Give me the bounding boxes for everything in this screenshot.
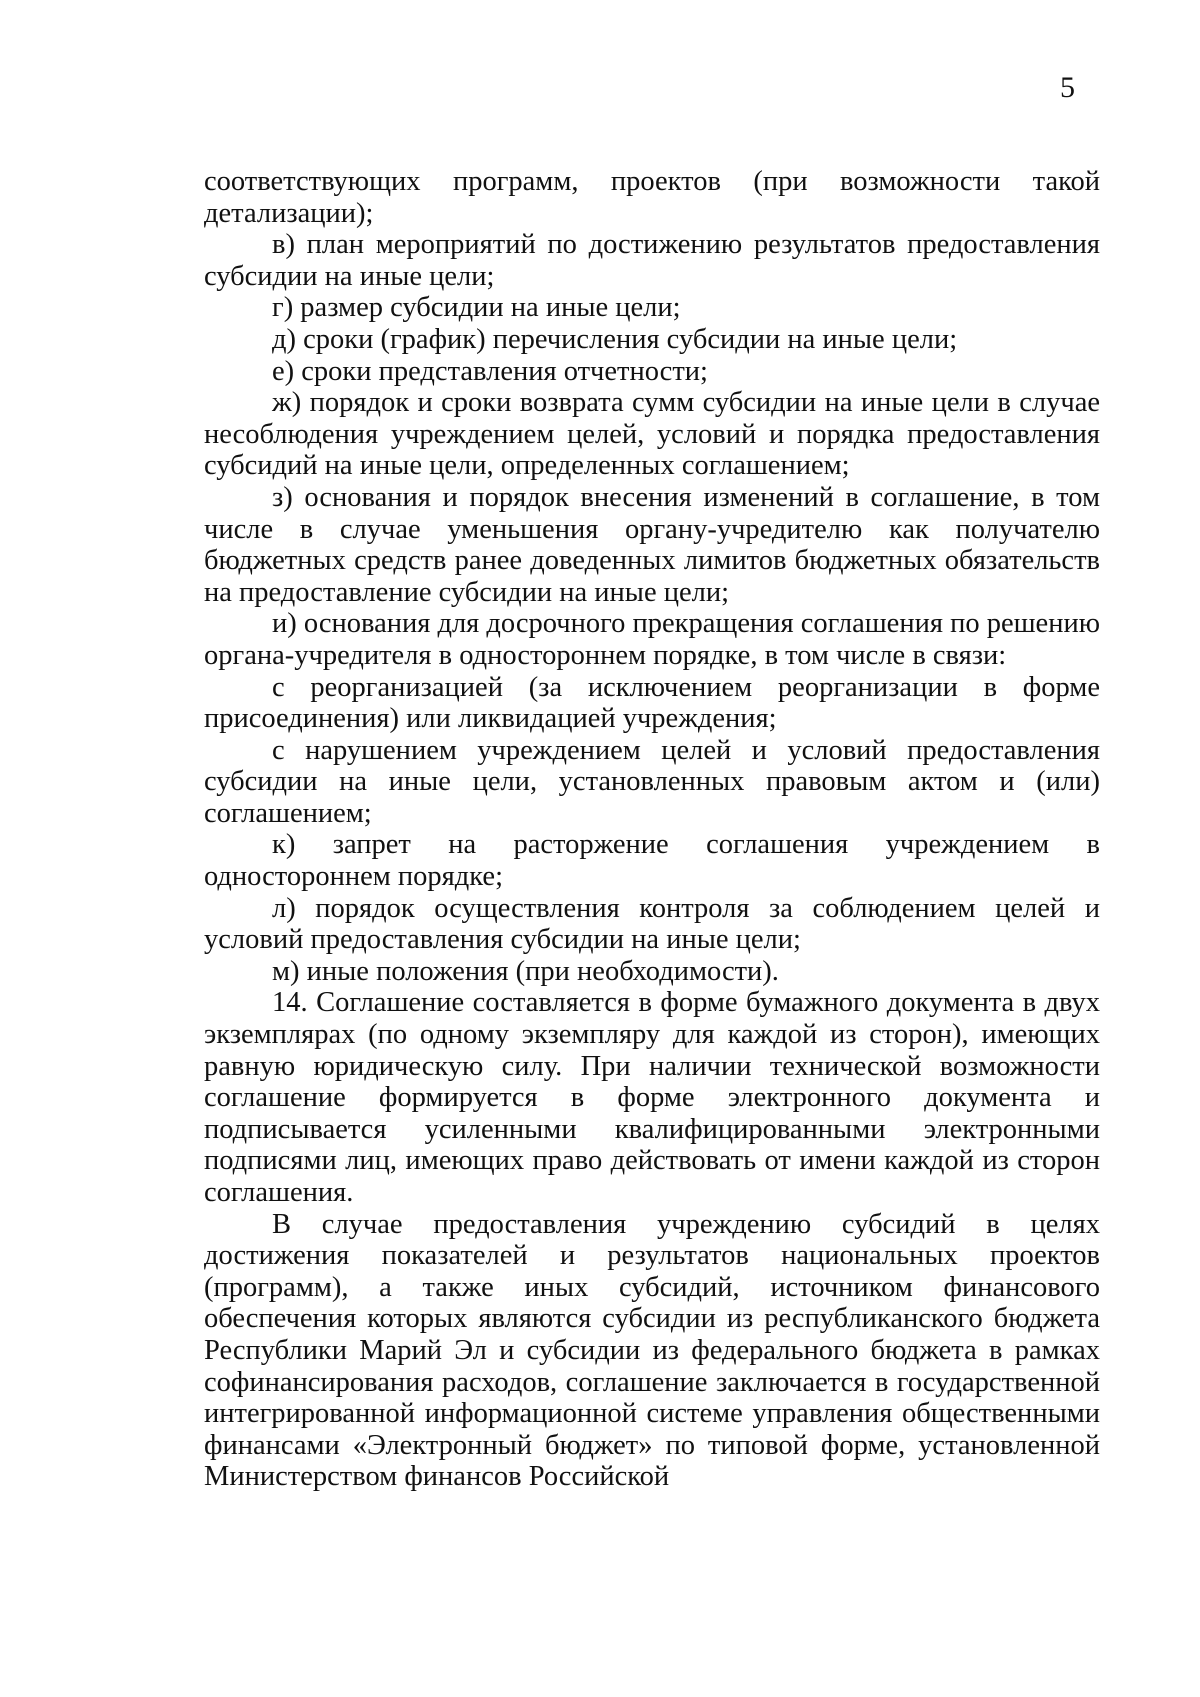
page-number: 5 bbox=[1060, 71, 1075, 104]
paragraph: и) основания для досрочного прекращения соглашения по решению органа-учредителя в одностороннем порядке, в том числе в связи: bbox=[204, 608, 1100, 671]
paragraph: г) размер субсидии на иные цели; bbox=[272, 292, 681, 324]
paragraph: з) основания и порядок внесения изменений в соглашение, в том числе в случае уменьшения органу-учредителю как получателю бюджетных средств ранее доведенных лимитов бюджетных обязательств на предоставление субсидии на иные цели; bbox=[204, 481, 1100, 608]
paragraph: соответствующих программ, проектов (при возможности такой детализации); bbox=[204, 166, 1100, 229]
paragraph: в) план мероприятий по достижению результатов предоставления субсидии на иные цели; bbox=[204, 229, 1100, 292]
paragraph: л) порядок осуществления контроля за соблюдением целей и условий предоставления субсидии на иные цели; bbox=[204, 892, 1100, 956]
paragraph: В случае предоставления учреждению субсидий в целях достижения показателей и результатов национальных проектов (программ), а также иных субсидий, источником финансового обеспечения которых являются субсидии из республиканского бюджета Республики Марий Эл и субсидии из федерального бюджета в рамках софинансирования расходов, соглашение заключается в государственной интегрированной информационной системе управления общественными финансами «Электронный бюджет» по типовой форме, установленной Министерством финансов Российской bbox=[204, 1208, 1100, 1493]
paragraph: к) запрет на расторжение соглашения учреждением в одностороннем порядке; bbox=[204, 829, 1100, 893]
document-body bbox=[204, 166, 1100, 1493]
paragraph: м) иные положения (при необходимости). bbox=[272, 955, 779, 987]
paragraph: с реорганизацией (за исключением реорганизации в форме присоединения) или ликвидацией учреждения; bbox=[204, 671, 1100, 735]
paragraph: ж) порядок и сроки возврата сумм субсидии на иные цели в случае несоблюдения учреждением целей, условий и порядка предоставления субсидий на иные цели, определенных соглашением; bbox=[204, 387, 1100, 482]
paragraph: е) сроки представления отчетности; bbox=[272, 355, 708, 387]
paragraph: 14. Соглашение составляется в форме бумажного документа в двух экземплярах (по одному экземпляру для каждой из сторон), имеющих равную юридическую силу. При наличии технической возможности соглашение формируется в форме электронного документа и подписывается усиленными квалифицированными электронными подписями лиц, имеющих право действовать от имени каждой из сторон соглашения. bbox=[204, 987, 1100, 1208]
paragraph: д) сроки (график) перечисления субсидии на иные цели; bbox=[272, 323, 958, 355]
paragraph: с нарушением учреждением целей и условий предоставления субсидии на иные цели, установленных правовым актом и (или) соглашением; bbox=[204, 734, 1100, 829]
